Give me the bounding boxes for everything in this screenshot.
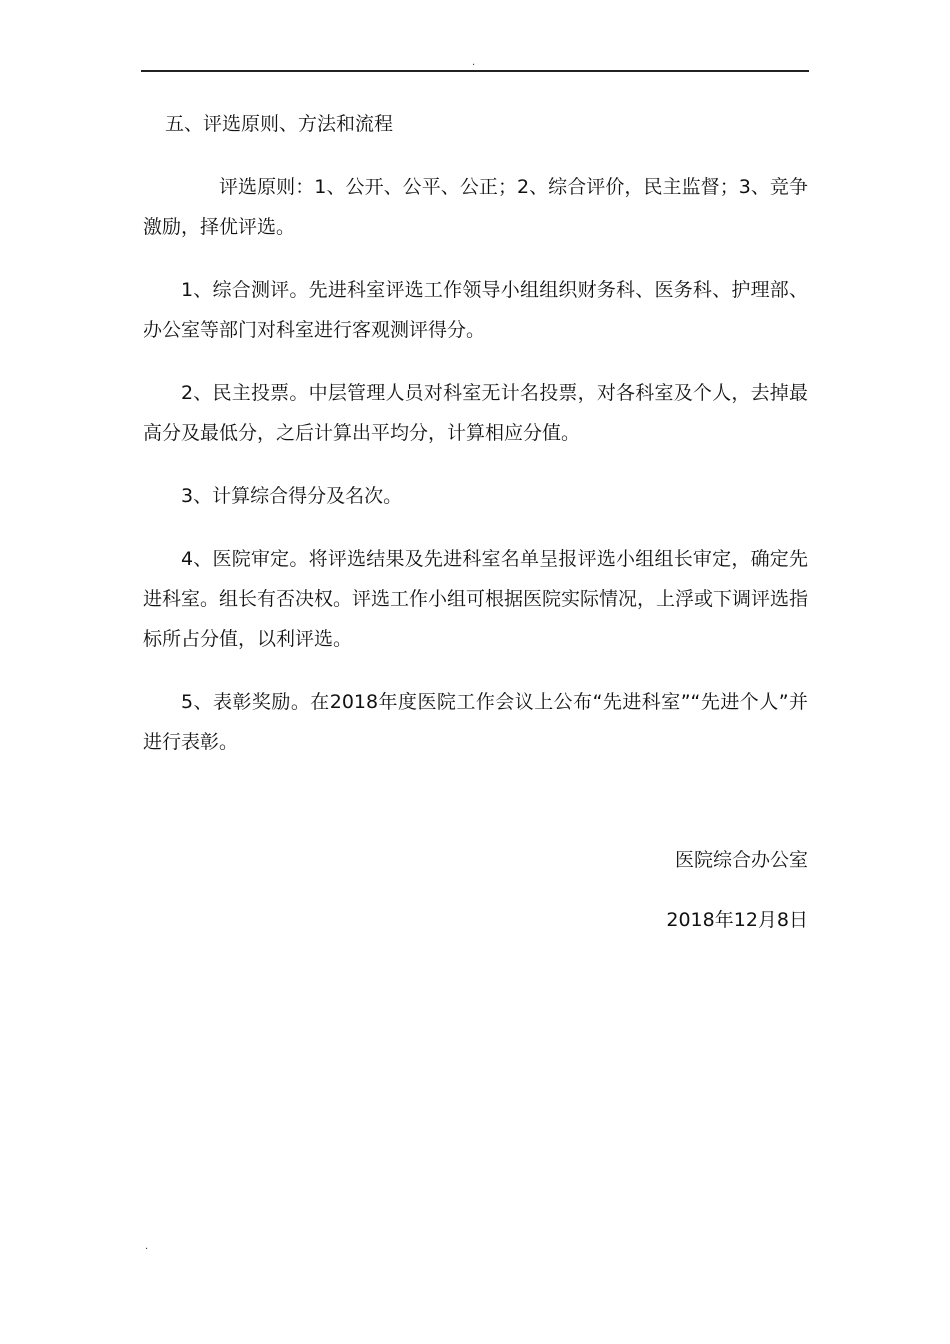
principle-paragraph: 评选原则：1、公开、公平、公正；2、综合评价，民主监督；3、竞争激励，择优评选。 <box>143 176 808 238</box>
item-paragraph-2: 2、民主投票。中层管理人员对科室无计名投票，对各科室及个人，去掉最高分及最低分，之后计算出平均分，计算相应分值。 <box>143 382 808 444</box>
section-heading: 五、评选原则、方法和流程 <box>165 113 394 135</box>
signature-date: 2018年12月8日 <box>666 909 808 931</box>
item-paragraph-3: 3、计算综合得分及名次。 <box>181 485 403 507</box>
footer-mark: . <box>145 1241 149 1252</box>
header-rule <box>141 70 809 72</box>
item-paragraph-4: 4、医院审定。将评选结果及先进科室名单呈报评选小组组长审定，确定先进科室。组长有否决权。评选工作小组可根据医院实际情况，上浮或下调评选指标所占分值，以利评选。 <box>143 548 809 650</box>
header-mark: . <box>472 57 476 68</box>
item-paragraph-5: 5、表彰奖励。在2018年度医院工作会议上公布“先进科室”“先进个人”并进行表彰。 <box>143 691 808 753</box>
document-body <box>143 104 808 762</box>
item-paragraph-1: 1、综合测评。先进科室评选工作领导小组组织财务科、医务科、护理部、办公室等部门对科室进行客观测评得分。 <box>143 279 808 341</box>
signature-org: 医院综合办公室 <box>674 849 808 871</box>
